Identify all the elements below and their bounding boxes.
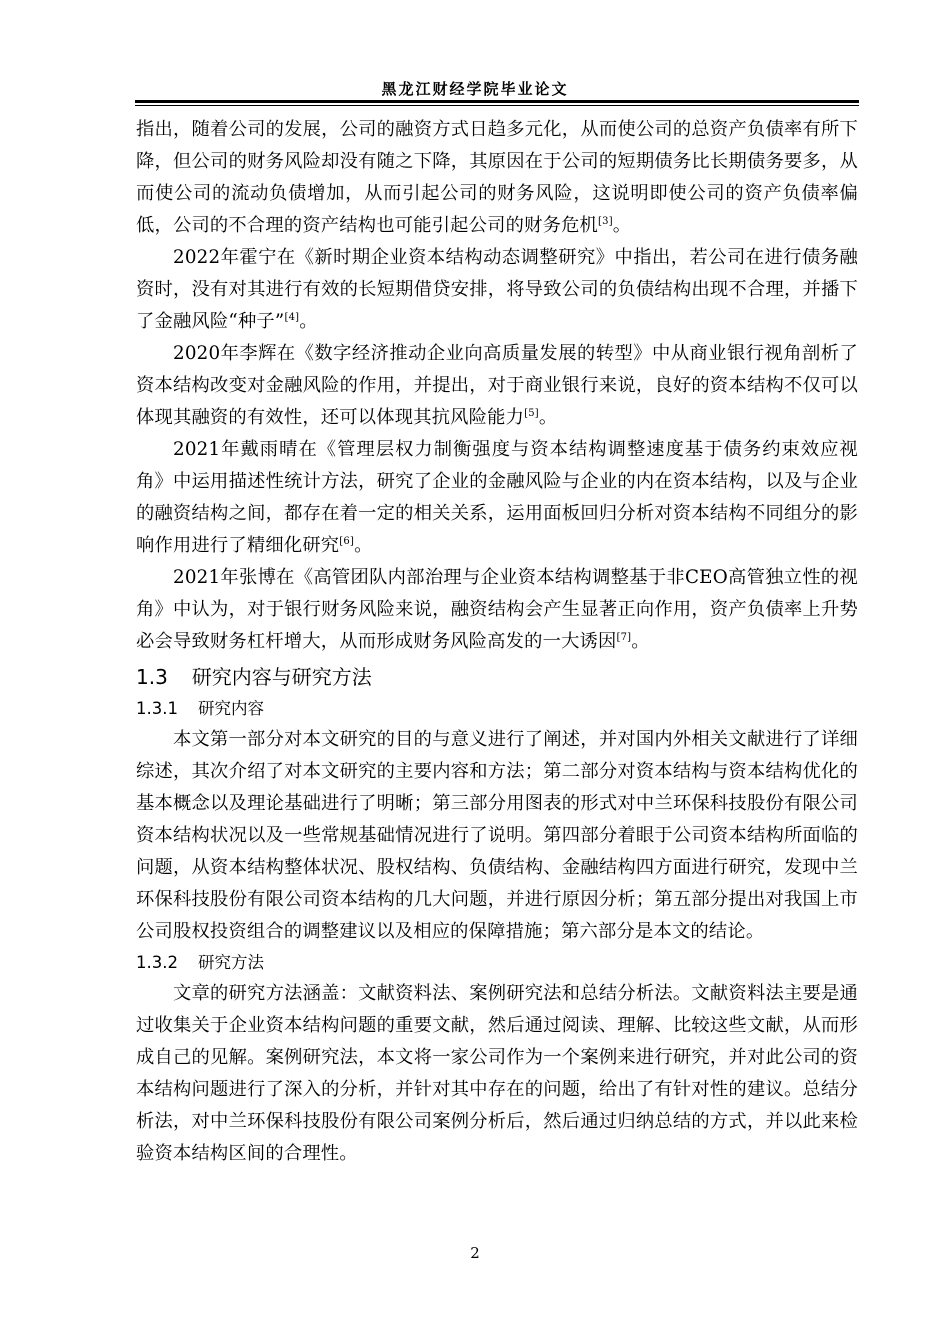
subsection-number: 1.3.2: [136, 953, 178, 972]
header-rule-thick: [135, 100, 859, 103]
body-content: [136, 114, 858, 1170]
section-title: 研究内容与研究方法: [191, 665, 372, 689]
subsection-title: 研究内容: [197, 699, 264, 718]
paragraph: 2021年张博在《高管团队内部治理与企业资本结构调整基于非CEO高管独立性的视角》中认为，对于银行财务风险来说，融资结构会产生显著正向作用，资产负债率上升势必会导致财务杠杆增大，从而形成财务风险高发的一大诱因[7]。: [136, 567, 858, 652]
citation: [6]: [339, 536, 355, 547]
citation: [7]: [616, 632, 632, 643]
citation: [3]: [598, 216, 613, 227]
section-number: 1.3: [136, 665, 168, 689]
paragraph-continued: 指出，随着公司的发展，公司的融资方式日趋多元化，从而使公司的总资产负债率有所下降，但公司的财务风险却没有随之下降，其原因在于公司的短期债务比长期债务要多，从而使公司的流动负债增加，从而引起公司的财务风险，这说明即使公司的资产负债率偏低，公司的不合理的资产结构也可能引起公司的财务危机[3]。: [136, 119, 858, 236]
section-heading: [136, 662, 858, 692]
citation: [5]: [524, 408, 539, 419]
subsection-heading: [136, 948, 858, 978]
page-number: 2: [470, 1244, 480, 1262]
subsection-number: 1.3.1: [136, 699, 178, 718]
subsection-title: 研究方法: [197, 953, 264, 972]
subsection-heading: [136, 694, 858, 724]
citation: [4]: [284, 312, 300, 323]
paragraph: 2020年李辉在《数字经济推动企业向高质量发展的转型》中从商业银行视角剖析了资本结构改变对金融风险的作用，并提出，对于商业银行来说，良好的资本结构不仅可以体现其融资的有效性，还可以体现其抗风险能力[5]。: [136, 343, 858, 428]
paragraph: 文章的研究方法涵盖：文献资料法、案例研究法和总结分析法。文献资料法主要是通过收集关于企业资本结构问题的重要文献，然后通过阅读、理解、比较这些文献，从而形成自己的见解。案例研究法，本文将一家公司作为一个案例来进行研究，并对此公司的资本结构问题进行了深入的分析，并针对其中存在的问题，给出了有针对性的建议。总结分析法，对中兰环保科技股份有限公司案例分析后，然后通过归纳总结的方式，并以此来检验资本结构区间的合理性。: [136, 983, 858, 1164]
paragraph: 2022年霍宁在《新时期企业资本结构动态调整研究》中指出，若公司在进行债务融资时，没有对其进行有效的长短期借贷安排，将导致公司的负债结构出现不合理，并播下了金融风险“种子”[4]。: [136, 247, 858, 332]
paragraph: 2021年戴雨晴在《管理层权力制衡强度与资本结构调整速度基于债务约束效应视角》中运用描述性统计方法，研究了企业的金融风险与企业的内在资本结构，以及与企业的融资结构之间，都存在着一定的相关关系，运用面板回归分析对资本结构不同组分的影响作用进行了精细化研究[6]。: [136, 439, 858, 556]
running-header: 黑龙江财经学院毕业论文: [381, 80, 569, 98]
paragraph: 本文第一部分对本文研究的目的与意义进行了阐述，并对国内外相关文献进行了详细综述，其次介绍了对本文研究的主要内容和方法；第二部分对资本结构与资本结构优化的基本概念以及理论基础进行了明晰；第三部分用图表的形式对中兰环保科技股份有限公司资本结构状况以及一些常规基础情况进行了说明。第四部分着眼于公司资本结构所面临的问题，从资本结构整体状况、股权结构、负债结构、金融结构四方面进行研究，发现中兰环保科技股份有限公司资本结构的几大问题，并进行原因分析；第五部分提出对我国上市公司股权投资组合的调整建议以及相应的保障措施；第六部分是本文的结论。: [136, 729, 858, 942]
header-rule-thin: [135, 105, 859, 106]
